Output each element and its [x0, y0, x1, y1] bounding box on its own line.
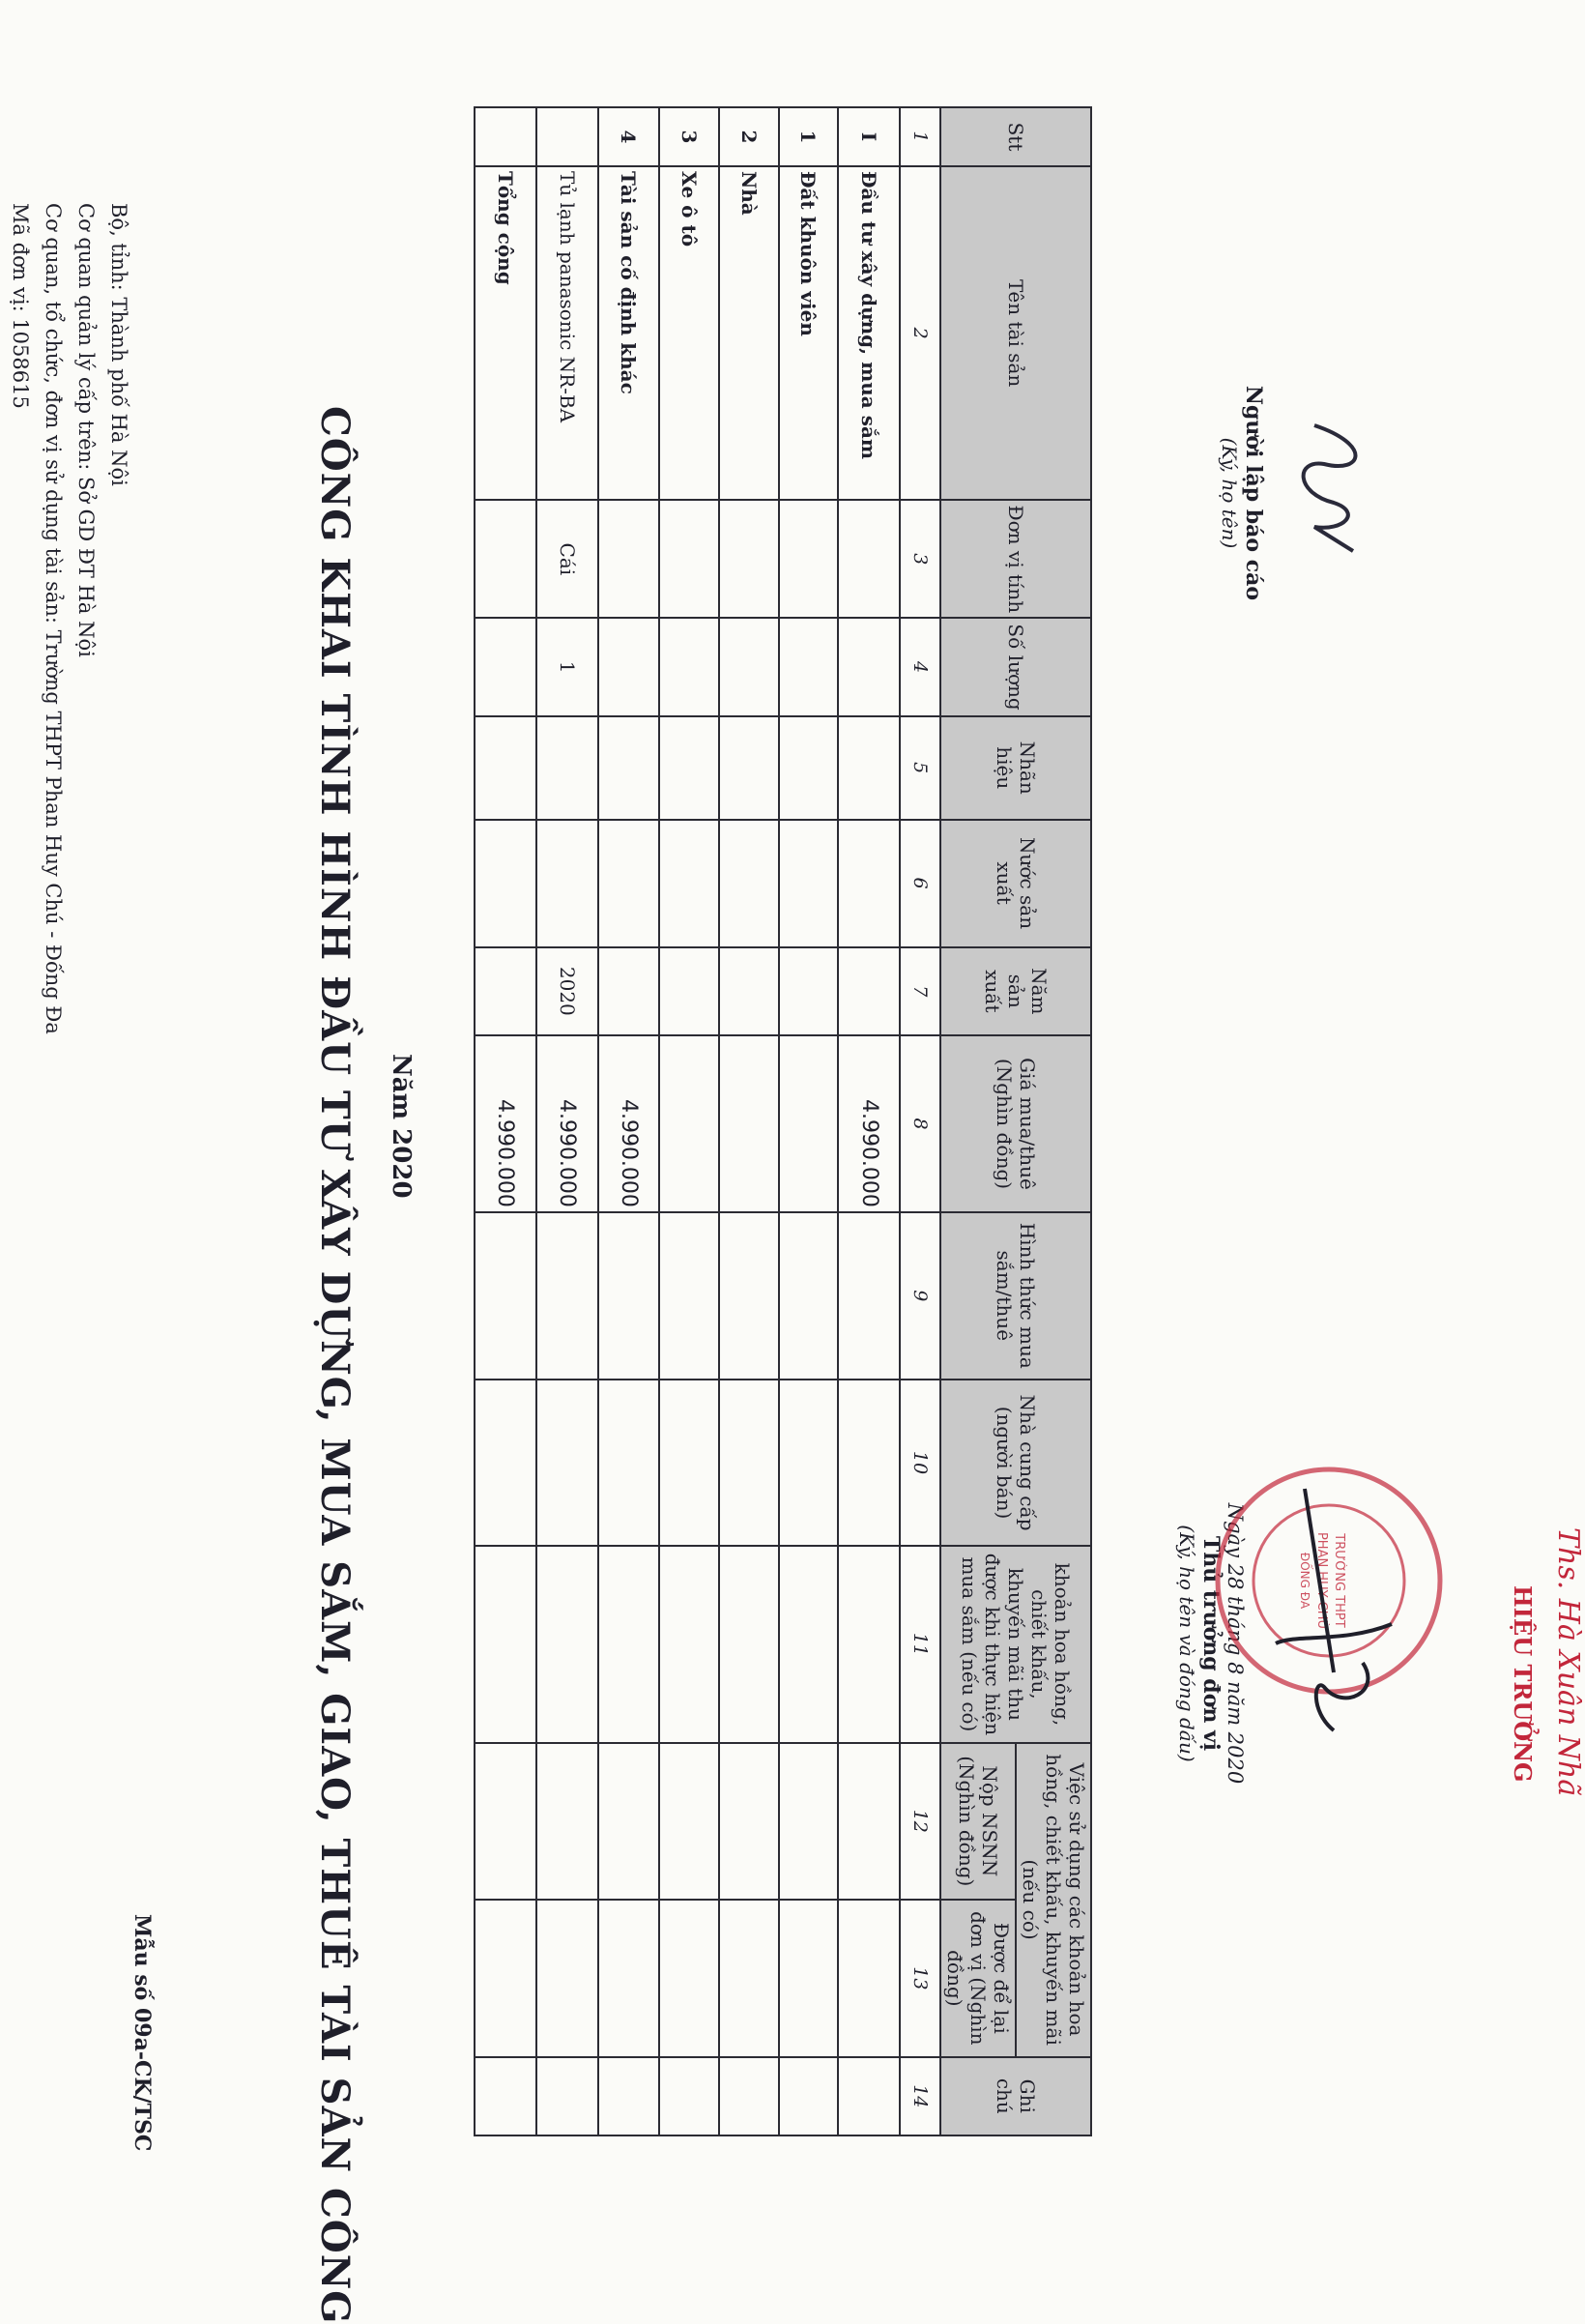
col-num: 6 [900, 820, 940, 947]
superior-line: Cơ quan quản lý cấp trên: Sở GD ĐT Hà Nội [74, 203, 98, 657]
cell-commission [838, 1546, 900, 1742]
col-num: 3 [900, 500, 940, 618]
cell-qty [838, 618, 900, 716]
cell-method [659, 1212, 719, 1380]
reporter-title: Người lập báo cáo [1241, 385, 1266, 601]
cell-nsnn [659, 1743, 719, 1901]
cell-stt: 3 [659, 107, 719, 166]
cell-supplier [719, 1380, 779, 1547]
cell-method [598, 1212, 660, 1380]
cell-qty [779, 618, 839, 716]
col-num: 7 [900, 947, 940, 1035]
cell-stt: 2 [719, 107, 779, 166]
cell-brand [779, 716, 839, 820]
cell-brand [659, 716, 719, 820]
cell-stt [475, 107, 536, 166]
unit-type-line [0, 203, 4, 1034]
column-number-row [900, 107, 940, 2135]
header-usage-group: Việc sử dụng các khoản hoa hồng, chiết khấu, khuyến mãi (nếu có) [1016, 1743, 1091, 2057]
cell-method [475, 1212, 536, 1380]
cell-price: 4.990.000 [536, 1035, 598, 1212]
cell-commission [719, 1546, 779, 1742]
cell-commission [536, 1546, 598, 1742]
cell-note [536, 2057, 598, 2135]
cell-price: 4.990.000 [598, 1035, 660, 1212]
cell-country [475, 820, 536, 947]
header-year: Năm sản xuất [940, 947, 1091, 1035]
cell-nsnn [598, 1743, 660, 1901]
header-price: Giá mua/thuê (Nghìn đồng) [940, 1035, 1091, 1212]
cell-year [598, 947, 660, 1035]
cell-brand [536, 716, 598, 820]
cell-stt: 1 [779, 107, 839, 166]
reporter-note: (Ký, họ tên) [1218, 437, 1241, 549]
cell-unit [779, 500, 839, 618]
table-row [659, 107, 719, 2135]
cell-year [779, 947, 839, 1035]
cell-price: 4.990.000 [838, 1035, 900, 1212]
cell-price [659, 1035, 719, 1212]
col-num: 4 [900, 618, 940, 716]
cell-supplier [659, 1380, 719, 1547]
header-country: Nước sản xuất [940, 820, 1091, 947]
cell-brand [475, 716, 536, 820]
agency-line: Cơ quan, tổ chức, đơn vị sử dụng tài sản: Trường THPT Phan Huy Chú - Đống Đa [42, 203, 65, 1034]
table-row [779, 107, 839, 2135]
header-method: Hình thức mua sắm/thuê [940, 1212, 1091, 1380]
cell-note [719, 2057, 779, 2135]
col-num: 5 [900, 716, 940, 820]
unit-code-line: Mã đơn vị: 1058615 [9, 203, 32, 409]
cell-nsnn [779, 1743, 839, 1901]
cell-note [659, 2057, 719, 2135]
table-row [536, 107, 598, 2135]
cell-name: Tổng cộng [475, 166, 536, 500]
asset-table [474, 106, 1092, 2136]
cell-country [779, 820, 839, 947]
table-row [838, 107, 900, 2135]
cell-unit [719, 500, 779, 618]
cell-qty: 1 [536, 618, 598, 716]
table-row [719, 107, 779, 2135]
cell-supplier [475, 1380, 536, 1547]
header-note: Ghi chú [940, 2057, 1091, 2135]
cell-unit [598, 500, 660, 618]
header-commission: khoản hoa hồng, chiết khấu, khuyến mãi thu được khi thực hiện mua sắm (nếu có) [940, 1546, 1091, 1742]
col-num: 12 [900, 1743, 940, 1901]
cell-unit-keep [536, 1900, 598, 2057]
document-year: Năm 2020 [387, 1054, 416, 1199]
cell-name: Tài sản cố định khác [598, 166, 660, 500]
cell-commission [779, 1546, 839, 1742]
cell-nsnn [838, 1743, 900, 1901]
cell-stt: 4 [598, 107, 660, 166]
principal-title: HIỆU TRƯỞNG [1509, 1585, 1537, 1783]
head-title: Thủ trưởng đơn vị [1198, 1535, 1224, 1752]
cell-unit-keep [598, 1900, 660, 2057]
cell-brand [719, 716, 779, 820]
cell-name: Đất khuôn viên [779, 166, 839, 500]
cell-unit [659, 500, 719, 618]
cell-method [719, 1212, 779, 1380]
col-num: 1 [900, 107, 940, 166]
cell-unit [838, 500, 900, 618]
document-title: CÔNG KHAI TÌNH HÌNH ĐẦU TƯ XÂY DỰNG, MUA SẮM, GIAO, THUÊ TÀI SẢN CÔNG [312, 406, 358, 2324]
col-num: 11 [900, 1546, 940, 1742]
cell-qty [475, 618, 536, 716]
cell-country [598, 820, 660, 947]
cell-supplier [536, 1380, 598, 1547]
cell-unit: Cái [536, 500, 598, 618]
cell-qty [598, 618, 660, 716]
cell-unit-keep [719, 1900, 779, 2057]
col-num: 8 [900, 1035, 940, 1212]
header-usage-nsnn: Nộp NSNN (Nghìn đồng) [940, 1743, 1016, 1901]
cell-year [719, 947, 779, 1035]
cell-note [598, 2057, 660, 2135]
cell-price [779, 1035, 839, 1212]
header-name: Tên tài sản [940, 166, 1091, 500]
signing-date: Ngày 28 tháng 8 năm 2020 [1224, 1502, 1247, 1785]
cell-unit-keep [659, 1900, 719, 2057]
cell-qty [719, 618, 779, 716]
table-row [598, 107, 660, 2135]
header-usage-unit: Được để lại đơn vị (Nghìn đồng) [940, 1900, 1016, 2057]
svg-text:PHAN HUY CHÚ: PHAN HUY CHÚ [1314, 1531, 1329, 1630]
header-brand: Nhãn hiệu [940, 716, 1091, 820]
reporter-signature [1276, 406, 1382, 561]
cell-country [536, 820, 598, 947]
head-signature [1266, 1479, 1401, 1750]
header-qty: Số lượng [940, 618, 1091, 716]
svg-text:TRƯỜNG THPT: TRƯỜNG THPT [1332, 1533, 1346, 1628]
head-note: (Ký, họ tên và đóng dấu) [1175, 1525, 1198, 1762]
province-line: Bộ, tỉnh: Thành phố Hà Nội [107, 203, 130, 486]
cell-note [475, 2057, 536, 2135]
col-num: 9 [900, 1212, 940, 1380]
cell-note [779, 2057, 839, 2135]
cell-supplier [838, 1380, 900, 1547]
header-supplier: Nhà cung cấp (người bán) [940, 1380, 1091, 1547]
cell-name: Nhà [719, 166, 779, 500]
cell-qty [659, 618, 719, 716]
cell-year [475, 947, 536, 1035]
header-unit: Đơn vị tính [940, 500, 1091, 618]
col-num: 2 [900, 166, 940, 500]
col-num: 13 [900, 1900, 940, 2057]
cell-unit-keep [475, 1900, 536, 2057]
cell-country [659, 820, 719, 947]
cell-nsnn [475, 1743, 536, 1901]
cell-name: Tủ lạnh panasonic NR-BA [536, 166, 598, 500]
form-code: Mẫu số 09a-CK/TSC [130, 1914, 155, 2152]
cell-name: Xe ô tô [659, 166, 719, 500]
cell-brand [838, 716, 900, 820]
table-row [475, 107, 536, 2135]
cell-stt: I [838, 107, 900, 166]
header-info [0, 203, 135, 1034]
cell-unit [475, 500, 536, 618]
cell-price: 4.990.000 [475, 1035, 536, 1212]
cell-method [536, 1212, 598, 1380]
cell-supplier [779, 1380, 839, 1547]
cell-year [659, 947, 719, 1035]
cell-price [719, 1035, 779, 1212]
svg-text:ĐỐNG ĐA: ĐỐNG ĐA [1298, 1552, 1311, 1610]
cell-brand [598, 716, 660, 820]
cell-year: 2020 [536, 947, 598, 1035]
cell-unit-keep [838, 1900, 900, 2057]
principal-name: Ths. Hà Xuân Nhã [1551, 1527, 1585, 1797]
cell-commission [598, 1546, 660, 1742]
cell-method [779, 1212, 839, 1380]
col-num: 14 [900, 2057, 940, 2135]
cell-country [719, 820, 779, 947]
cell-country [838, 820, 900, 947]
cell-name: Đầu tư xây dựng, mua sắm [838, 166, 900, 500]
cell-supplier [598, 1380, 660, 1547]
cell-nsnn [536, 1743, 598, 1901]
cell-nsnn [719, 1743, 779, 1901]
header-stt: Stt [940, 107, 1091, 166]
cell-unit-keep [779, 1900, 839, 2057]
cell-method [838, 1212, 900, 1380]
cell-stt [536, 107, 598, 166]
cell-year [838, 947, 900, 1035]
cell-commission [475, 1546, 536, 1742]
cell-note [838, 2057, 900, 2135]
col-num: 10 [900, 1380, 940, 1547]
cell-commission [659, 1546, 719, 1742]
reporter-signature-block [1218, 367, 1266, 619]
